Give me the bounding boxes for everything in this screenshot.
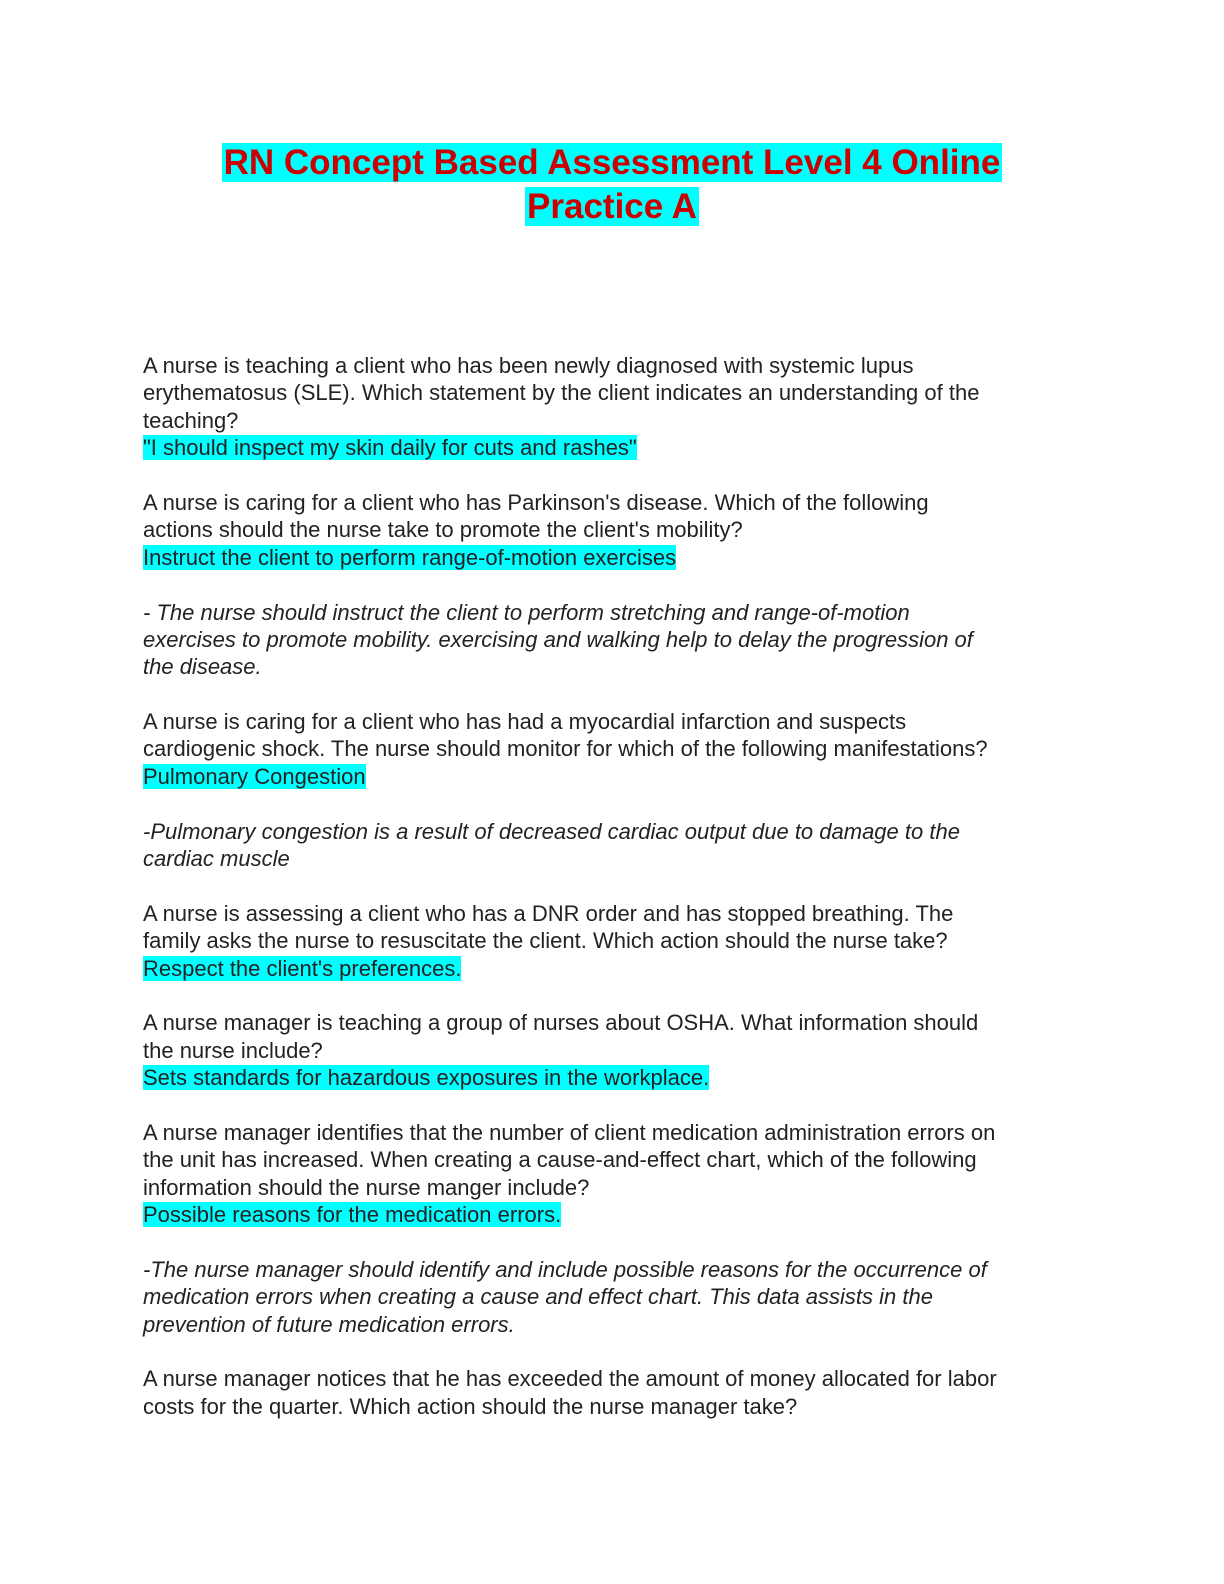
question-text-line: A nurse manager notices that he has exceeded the amount of money allocated for labor <box>143 1366 997 1392</box>
rationale-text-line: - The nurse should instruct the client to perform stretching and range-of-motion <box>143 599 910 625</box>
question-text-line: information should the nurse manger include? <box>143 1174 590 1200</box>
rationale-text-line: exercises to promote mobility. exercising and walking help to delay the progression of <box>143 626 973 652</box>
question-item <box>143 352 1103 462</box>
highlighted-answer: Sets standards for hazardous exposures in the workplace. <box>143 1065 710 1091</box>
question-text-line: family asks the nurse to resuscitate the client. Which action should the nurse take? <box>143 928 948 954</box>
question-text-line: A nurse is teaching a client who has been newly diagnosed with systemic lupus <box>143 353 914 378</box>
question-item <box>143 1365 1103 1420</box>
highlighted-answer: Possible reasons for the medication errors. <box>143 1202 562 1228</box>
highlighted-answer: "I should inspect my skin daily for cuts and rashes" <box>143 435 637 461</box>
title-line-2: Practice A <box>527 187 697 226</box>
question-text-line: actions should the nurse take to promote the client's mobility? <box>143 517 743 543</box>
question-text-line: A nurse manager identifies that the number of client medication administration errors on <box>143 1119 996 1145</box>
question-text-line: the nurse include? <box>143 1037 323 1063</box>
question-item <box>143 489 1103 681</box>
rationale-text-line: cardiac muscle <box>143 846 290 872</box>
answer-line <box>143 1201 1103 1228</box>
document-title <box>0 141 1224 229</box>
answer-line <box>143 1064 1103 1091</box>
rationale-text-line: -The nurse manager should identify and include possible reasons for the occurrence of <box>143 1256 987 1282</box>
question-text-line: A nurse is caring for a client who has had a myocardial infarction and suspects <box>143 709 907 735</box>
rationale-text-line: prevention of future medication errors. <box>143 1311 515 1337</box>
answer-line <box>143 544 1103 571</box>
highlighted-answer: Respect the client's preferences. <box>143 955 462 981</box>
question-text-line: erythematosus (SLE). Which statement by the client indicates an understanding of the <box>143 380 980 406</box>
rationale-text-line: -Pulmonary congestion is a result of decreased cardiac output due to damage to the <box>143 818 960 844</box>
question-item <box>143 1119 1103 1338</box>
question-text-line: A nurse is assessing a client who has a DNR order and has stopped breathing. The <box>143 900 954 926</box>
question-item <box>143 708 1103 872</box>
question-text-line: cardiogenic shock. The nurse should monitor for which of the following manifestations? <box>143 736 988 762</box>
question-text-line: the unit has increased. When creating a cause-and-effect chart, which of the following <box>143 1147 977 1173</box>
answer-line <box>143 955 1103 982</box>
answer-line <box>143 434 1103 461</box>
answer-line <box>143 763 1103 790</box>
rationale-text-line: medication errors when creating a cause and effect chart. This data assists in the <box>143 1284 933 1310</box>
question-item <box>143 1009 1103 1091</box>
question-text-line: A nurse manager is teaching a group of nurses about OSHA. What information should <box>143 1010 979 1036</box>
highlighted-answer: Pulmonary Congestion <box>143 763 366 789</box>
rationale-text-line: the disease. <box>143 654 262 680</box>
highlighted-answer: Instruct the client to perform range-of-motion exercises <box>143 544 677 570</box>
question-text-line: A nurse is caring for a client who has Parkinson's disease. Which of the following <box>143 489 929 515</box>
question-text-line: costs for the quarter. Which action should the nurse manager take? <box>143 1393 798 1419</box>
title-line-1: RN Concept Based Assessment Level 4 Online <box>223 143 1001 182</box>
question-list <box>143 352 1103 1448</box>
question-item <box>143 900 1103 982</box>
question-text-line: teaching? <box>143 407 239 433</box>
